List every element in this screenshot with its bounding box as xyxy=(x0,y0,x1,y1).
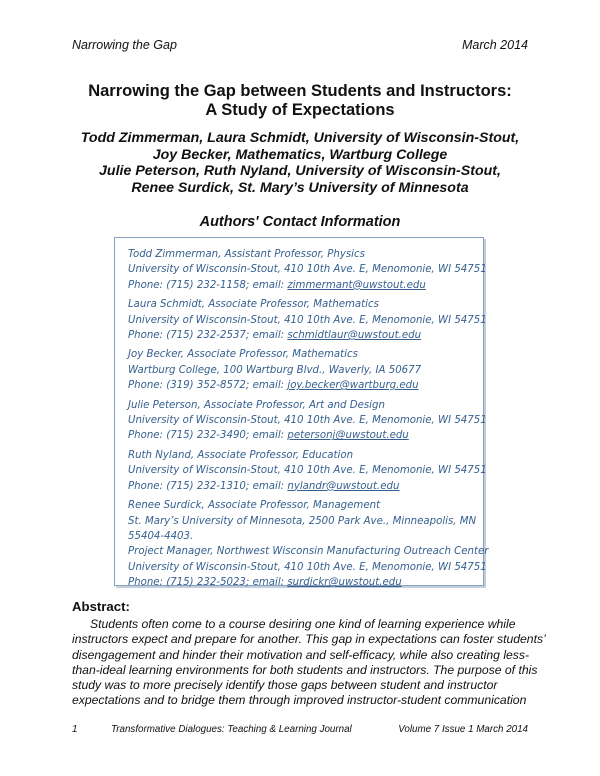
paper-title xyxy=(40,82,560,120)
abstract-line: disengagement and hinder their motivation and self-efficacy, while also creating less- xyxy=(72,647,530,662)
contact-line: University of Wisconsin-Stout, 410 10th Ave. E, Menomonie, WI 54751 xyxy=(128,465,487,477)
contact-phone: Phone: (715) 232-1158; email: xyxy=(128,279,288,291)
running-header-date: March 2014 xyxy=(461,38,528,52)
contact-phone: Phone: (715) 232-1310; email: xyxy=(128,480,288,492)
email-link[interactable]: petersonj@uwstout.edu xyxy=(287,430,409,442)
paper-title-line: A Study of Expectations xyxy=(205,101,395,119)
contact-phone-line xyxy=(128,575,483,590)
contact-phone: Phone: (319) 352-8572; email: xyxy=(128,380,288,392)
contact-info-box xyxy=(114,237,489,589)
abstract-line: expectations and to bridge them through improved instructor-student communication xyxy=(72,693,527,708)
contact-entry xyxy=(128,297,487,343)
contact-entry xyxy=(128,448,487,494)
contact-line: Ruth Nyland, Associate Professor, Education xyxy=(128,449,354,461)
contact-phone-line xyxy=(128,328,483,343)
contact-line: University of Wisconsin-Stout, 410 10th Ave. E, Menomonie, WI 54751 xyxy=(128,415,487,427)
abstract-heading: Abstract: xyxy=(72,599,130,614)
contact-line: University of Wisconsin-Stout, 410 10th Ave. E, Menomonie, WI 54751 xyxy=(128,561,487,573)
contact-phone-line xyxy=(128,278,483,293)
contact-phone: Phone: (715) 232-2537; email: xyxy=(128,330,288,342)
email-link[interactable]: zimmermant@uwstout.edu xyxy=(287,279,426,291)
abstract-line: Students often come to a course desiring one kind of learning experience while xyxy=(90,617,516,631)
page-number: 1 xyxy=(72,724,78,735)
abstract-line: than-ideal learning environments for both students and instructors. The purpose of this xyxy=(72,662,538,677)
contact-line: Project Manager, Northwest Wisconsin Manufacturing Outreach Center xyxy=(128,546,489,558)
paper-title-line: Narrowing the Gap between Students and Instructors: xyxy=(88,82,512,100)
contact-phone: Phone: (715) 232-5023; email: xyxy=(128,577,288,589)
contact-line: 55404-4403. xyxy=(128,530,194,542)
author-line: Todd Zimmerman, Laura Schmidt, University of Wisconsin-Stout, xyxy=(80,130,520,146)
author-line: Julie Peterson, Ruth Nyland, University of Wisconsin-Stout, xyxy=(99,163,501,179)
abstract-line: study was to more precisely identify those gaps between student and instructor xyxy=(72,678,498,693)
contact-entry xyxy=(128,498,489,590)
contact-entry xyxy=(128,247,487,293)
abstract-line: instructors expect and prepare for another. This gap in expectations can foster students’ xyxy=(72,632,546,647)
contact-line: Joy Becker, Associate Professor, Mathematics xyxy=(128,349,358,361)
email-link[interactable]: schmidtlaur@uwstout.edu xyxy=(287,330,422,342)
author-list xyxy=(40,130,560,196)
contact-phone-line xyxy=(128,378,483,393)
contact-entry xyxy=(128,347,483,393)
contact-phone-line xyxy=(128,479,483,494)
contact-line: Julie Peterson, Associate Professor, Art and Design xyxy=(128,399,385,411)
email-link[interactable]: surdickr@uwstout.edu xyxy=(287,577,402,589)
contact-heading: Authors' Contact Information xyxy=(199,214,401,230)
author-line: Renee Surdick, St. Mary’s University of Minnesota xyxy=(131,179,469,196)
contact-phone-line xyxy=(128,428,483,443)
email-link[interactable]: nylandr@uwstout.edu xyxy=(287,480,400,492)
contact-line: University of Wisconsin-Stout, 410 10th Ave. E, Menomonie, WI 54751 xyxy=(128,314,487,326)
contact-line: Wartburg College, 100 Wartburg Blvd., Waverly, IA 50677 xyxy=(128,364,422,376)
issue-info: Volume 7 Issue 1 March 2014 xyxy=(398,724,528,735)
contact-line: Renee Surdick, Associate Professor, Management xyxy=(128,500,381,512)
contact-line: University of Wisconsin-Stout, 410 10th Ave. E, Menomonie, WI 54751 xyxy=(128,264,487,276)
author-line: Joy Becker, Mathematics, Wartburg College xyxy=(152,146,448,163)
running-header-title: Narrowing the Gap xyxy=(72,38,177,52)
running-header xyxy=(72,38,528,52)
contact-line: St. Mary’s University of Minnesota, 2500 Park Ave., Minneapolis, MN xyxy=(128,515,477,527)
journal-name: Transformative Dialogues: Teaching & Learning Journal xyxy=(111,724,352,735)
email-link[interactable]: joy.becker@wartburg.edu xyxy=(287,380,419,392)
contact-line: Todd Zimmerman, Assistant Professor, Physics xyxy=(128,249,365,260)
contact-line: Laura Schmidt, Associate Professor, Mathematics xyxy=(128,299,379,311)
contact-entry xyxy=(128,398,487,444)
abstract-body xyxy=(72,617,546,709)
contact-phone: Phone: (715) 232-3490; email: xyxy=(128,430,288,442)
